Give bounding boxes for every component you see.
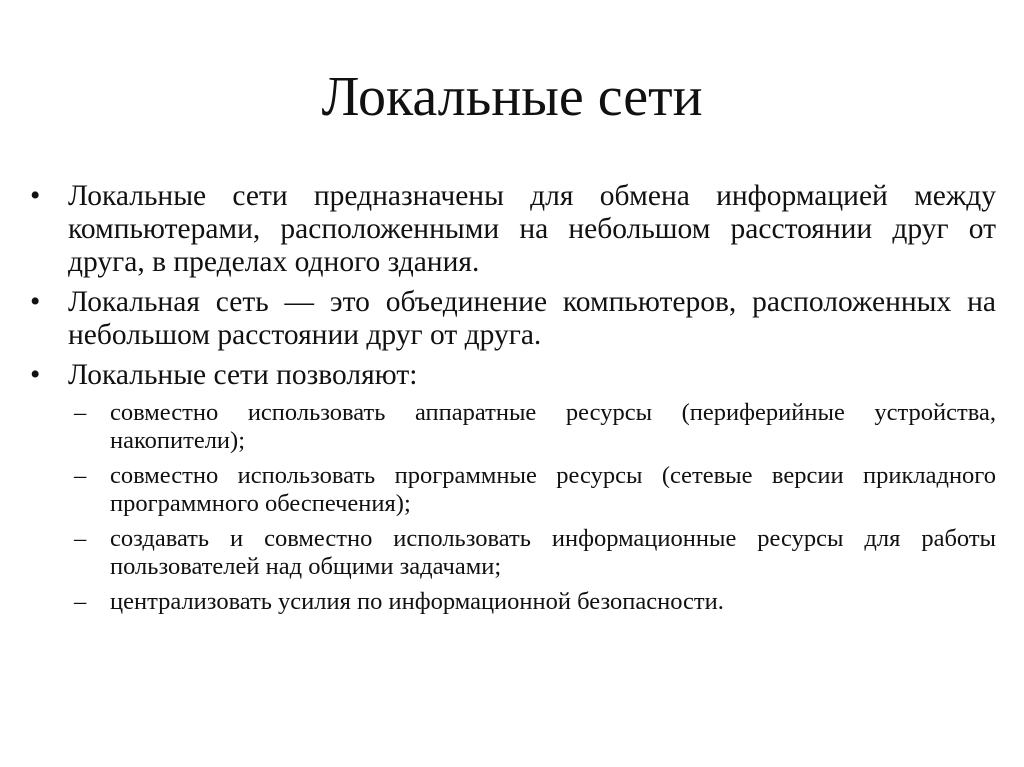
sub-bullet-marker: –	[74, 588, 87, 615]
sub-bullet-marker: –	[74, 399, 87, 426]
sub-bullet-marker: –	[74, 462, 87, 489]
sub-bullet-text: совместно использовать аппаратные ресурсы (периферийные устройства, накопители);	[110, 399, 996, 454]
sub-bullet-text: создавать и совместно использовать информационные ресурсы для работы пользователей над общими задачами;	[110, 525, 996, 580]
bullet-marker: •	[30, 180, 41, 212]
slide-content	[30, 180, 996, 623]
sub-bullet-text: централизовать усилия по информационной безопасности.	[110, 588, 724, 615]
sub-bullet-item	[30, 399, 996, 455]
sub-bullet-item	[30, 525, 996, 581]
bullet-text: Локальные сети предназначены для обмена информацией между компьютерами, расположенными на небольшом расстоянии друг от друга, в пределах одного здания.	[68, 180, 996, 278]
sub-bullet-marker: –	[74, 525, 87, 552]
bullet-item	[30, 359, 996, 392]
bullet-item	[30, 180, 996, 279]
slide-title: Локальные сети	[321, 66, 703, 128]
bullet-text: Локальные сети позволяют:	[68, 359, 418, 391]
sub-bullet-item	[30, 462, 996, 518]
bullet-item	[30, 286, 996, 352]
sub-bullet-text: совместно использовать программные ресурсы (сетевые версии прикладного программного обеспечения);	[110, 462, 996, 517]
sub-bullet-item	[30, 588, 996, 616]
bullet-text: Локальная сеть — это объединение компьютеров, расположенных на небольшом расстоянии друг от друга.	[68, 286, 996, 351]
bullet-marker: •	[30, 359, 41, 391]
bullet-marker: •	[30, 286, 41, 318]
